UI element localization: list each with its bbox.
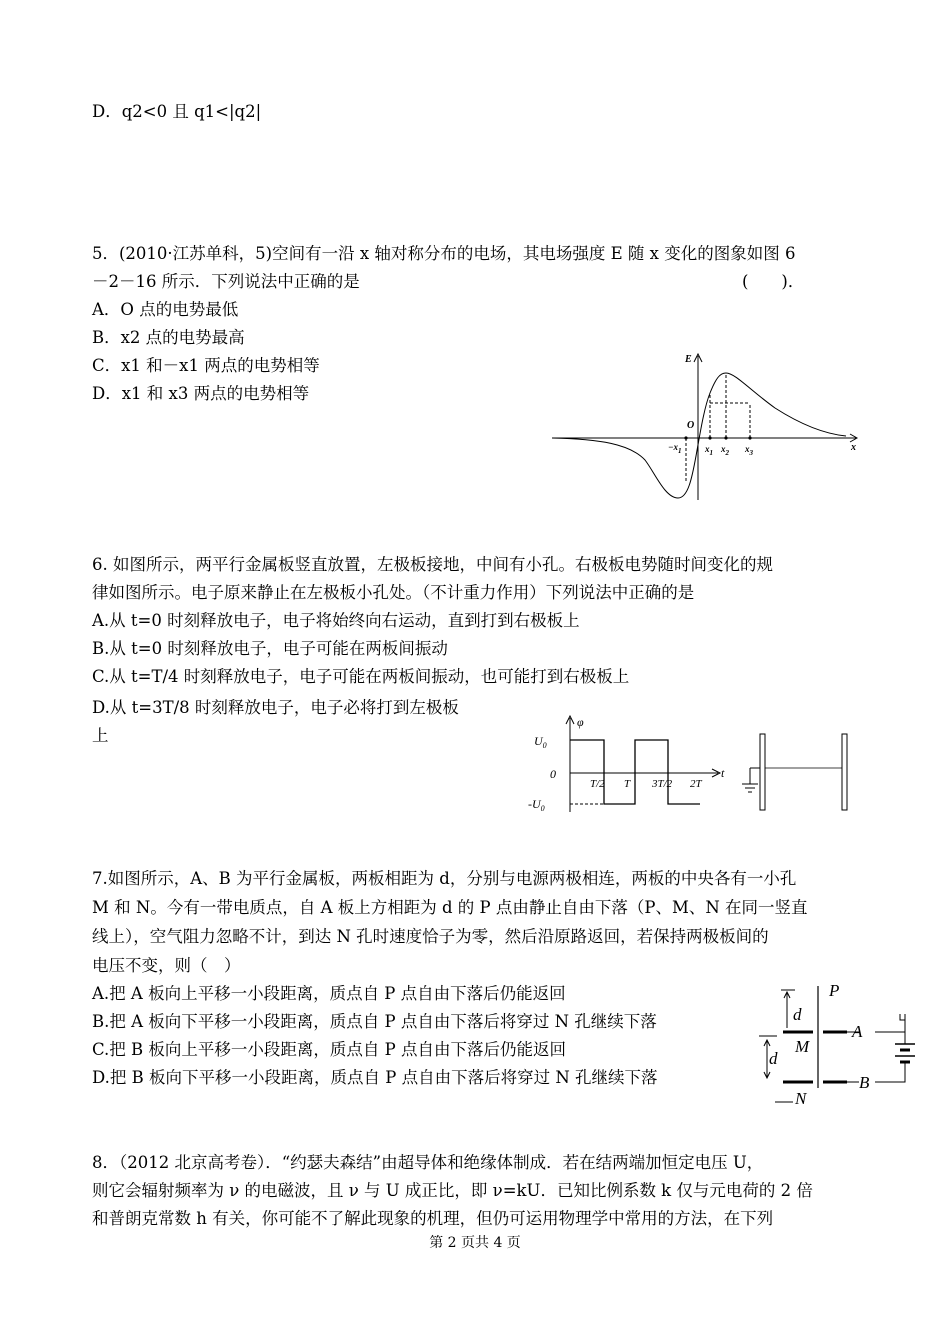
q5-option-d: D．x1 和 x3 两点的电势相等 (92, 384, 310, 403)
q8-stem-line1: 8．（2012 北京高考卷）．“约瑟夫森结”由超导体和绝缘体制成．若在结两端加恒定电压 U， (92, 1153, 764, 1172)
q6-label-u0: $U_0$ (534, 734, 547, 750)
q5-axis-label-x: x (851, 442, 856, 453)
q6-label-zero: 0 (550, 767, 556, 781)
q8-stem-line2: 则它会辐射频率为 ν 的电磁波，且 ν 与 U 成正比，即 ν=kU．已知比例系数 k 仅与元电荷的 2 倍 (92, 1181, 813, 1200)
q5-stem-line1: 5．(2010·江苏单科，5)空间有一沿 x 轴对称分布的电场，其电场强度 E 随 x 变化的图象如图 6 (92, 244, 796, 263)
q6-option-d-line1: D.从 t=3T/8 时刻释放电子，电子必将打到左极板 (92, 698, 459, 717)
q7-plate-a-label: A (852, 1022, 863, 1041)
q6-option-d-line2: 上 (92, 726, 109, 745)
q5-option-c: C．x1 和－x1 两点的电势相等 (92, 356, 320, 375)
q6-tick-half-t: T/2 (590, 778, 605, 790)
q5-tick-x2: $x_2$ (721, 444, 729, 457)
q5-axis-label-e: E (685, 354, 692, 365)
q7-stem-line1: 7.如图所示，A、B 为平行金属板，两板相距为 d，分别与电源两极相连，两板的中央各有一小孔 (92, 869, 797, 888)
q7-plate-b-label: B (859, 1073, 870, 1092)
q6-potential-graph (528, 712, 858, 816)
q7-distance-d-top: d (793, 1005, 802, 1024)
q5-tick-x1: $x_1$ (705, 444, 713, 457)
q5-tick-neg-x1: $-x_1$ (668, 442, 682, 455)
q5-tick-x3: $x_3$ (745, 444, 753, 457)
q6-stem-line2: 律如图所示。电子原来静止在左极板小孔处。（不计重力作用）下列说法中正确的是 (92, 583, 695, 602)
q7-point-p-label: P (829, 981, 840, 1000)
q5-answer-bracket: ( )． (742, 272, 805, 291)
q4-option-d: D．q2<0 且 q1<|q2| (92, 102, 262, 121)
q5-stem-line2: －2－16 所示．下列说法中正确的是 (92, 272, 360, 291)
q6-label-neg-u0: $-U_0$ (528, 797, 545, 813)
q6-tick-t: T (624, 778, 631, 790)
q7-circuit-diagram (755, 980, 925, 1108)
q6-option-c: C.从 t=T/4 时刻释放电子，电子可能在两板间振动，也可能打到右极板上 (92, 667, 630, 686)
page-footer: 第 2 页共 4 页 (429, 1235, 521, 1251)
q7-option-b: B.把 A 板向下平移一小段距离，质点自 P 点自由下落后将穿过 N 孔继续下落 (92, 1012, 657, 1031)
q7-option-d: D.把 B 板向下平移一小段距离，质点自 P 点自由下落后将穿过 N 孔继续下落 (92, 1068, 658, 1087)
q6-stem-line1: 6. 如图所示，两平行金属板竖直放置，左极板接地，中间有小孔。右极板电势随时间变化的规 (92, 555, 773, 574)
q6-axis-label-t: t (721, 766, 725, 780)
q7-hole-m-label: M (795, 1037, 810, 1056)
q5-field-graph (550, 348, 865, 508)
q6-option-a: A.从 t=0 时刻释放电子，电子将始终向右运动，直到打到右极板上 (92, 611, 580, 630)
q7-stem-line2: M 和 N。今有一带电质点，自 A 板上方相距为 d 的 P 点由静止自由下落（P、M、N 在同一竖直 (92, 898, 808, 917)
q7-hole-n-label: N (795, 1089, 807, 1108)
q8-stem-line3: 和普朗克常数 h 有关，你可能不了解此现象的机理，但仍可运用物理学中常用的方法，在下列 (92, 1209, 774, 1228)
q7-option-c: C.把 B 板向上平移一小段距离，质点自 P 点自由下落后仍能返回 (92, 1040, 566, 1059)
q5-option-b: B．x2 点的电势最高 (92, 328, 245, 347)
q7-stem-line3: 线上），空气阻力忽略不计，到达 N 孔时速度恰子为零，然后沿原路返回，若保持两极板间的 (92, 927, 769, 946)
q6-tick-three-half-t: 3T/2 (652, 778, 673, 790)
q7-distance-d-bottom: d (769, 1049, 778, 1068)
q7-stem-line4: 电压不变，则（ ） (92, 956, 241, 975)
q5-option-a: A．O 点的电势最低 (92, 300, 239, 319)
q6-tick-2t: 2T (690, 778, 702, 790)
q7-option-a: A.把 A 板向上平移一小段距离，质点自 P 点自由下落后仍能返回 (92, 984, 566, 1003)
q6-option-b: B.从 t=0 时刻释放电子，电子可能在两板间振动 (92, 639, 448, 658)
q6-axis-label-phi: φ (577, 715, 584, 729)
q5-origin-label: O (687, 420, 695, 431)
